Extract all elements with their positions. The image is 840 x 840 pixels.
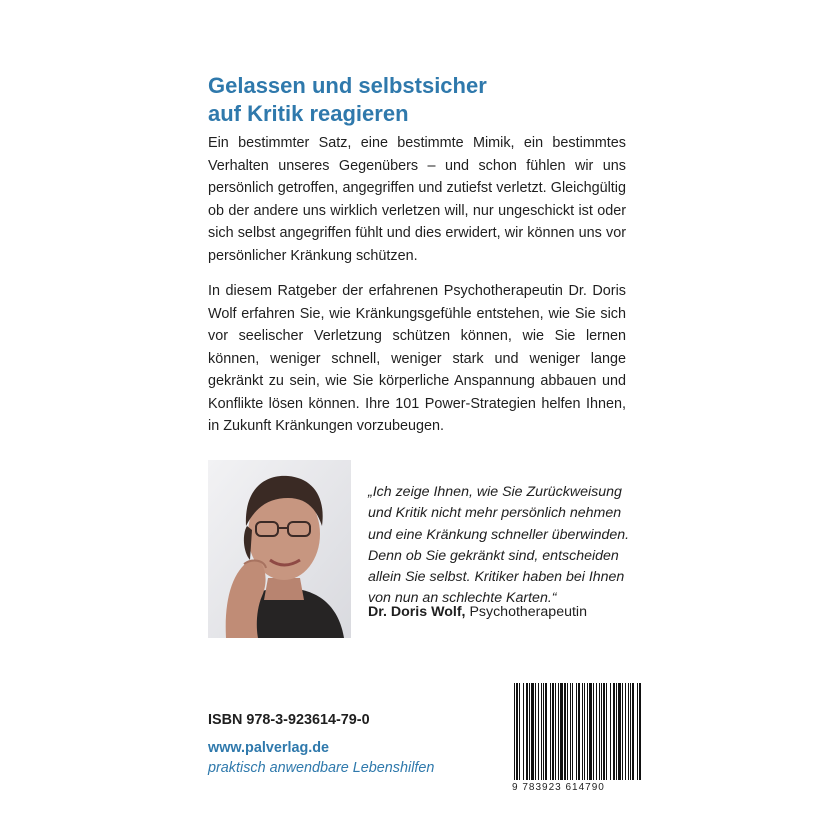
blurb-paragraph-2: In diesem Ratgeber der erfahrenen Psychotherapeutin Dr. Doris Wolf erfahren Sie, wie Kränkungsgefühle entstehen, wie Sie sich vor seelischer Verletzung schützen können, wie Sie lernen können, weniger schnell, weniger stark und weniger lange gekränkt zu sein, wie Sie körperliche Anspannung abbauen und Konflikte lösen können. Ihre 101 Power-Strategien helfen Ihnen, in Zukunft Kränkungen vorzubeugen.	[208, 283, 626, 434]
author-signature	[368, 604, 587, 620]
quote-line-6: von nun an schlechte Karten.“	[368, 590, 557, 607]
quote-line-5: allein Sie selbst. Kritiker haben bei Ihnen	[368, 569, 625, 586]
blurb-paragraph-1: Ein bestimmter Satz, eine bestimmte Mimik, ein bestimmtes Verhalten unseres Gegenübers – und schon fühlen wir uns persönlich getroffen, angegriffen und zutiefst verletzt. Gleichgültig ob der andere uns wirklich verletzen will, nur ungeschickt ist oder sich selbst angegriffen fühlt und dies erwidert, wir können uns vor persönlicher Kränkung schützen.	[208, 135, 626, 264]
publisher-website-link[interactable]: www.palverlag.de	[208, 740, 330, 756]
blurb-text	[208, 132, 626, 451]
book-title	[208, 72, 648, 128]
title-line-2: auf Kritik reagieren	[208, 101, 409, 126]
author-name: Dr. Doris Wolf,	[368, 604, 466, 620]
quote-line-3: und eine Kränkung schneller überwinden.	[368, 526, 630, 543]
author-photo	[208, 460, 351, 638]
author-role: Psychotherapeutin	[469, 604, 587, 620]
isbn: ISBN 978-3-923614-79-0	[208, 712, 370, 728]
title-line-1: Gelassen und selbstsicher	[208, 73, 487, 98]
barcode-digits: 9 783923 614790	[512, 782, 605, 793]
quote-line-1: „Ich zeige Ihnen, wie Sie Zurückweisung	[368, 484, 622, 500]
publisher-tagline: praktisch anwendbare Lebenshilfen	[208, 760, 435, 776]
quote-line-4: Denn ob Sie gekränkt sind, entscheiden	[368, 547, 619, 564]
barcode	[512, 683, 642, 780]
quote-line-2: und Kritik nicht mehr persönlich nehmen	[368, 505, 622, 522]
author-quote	[368, 482, 638, 610]
